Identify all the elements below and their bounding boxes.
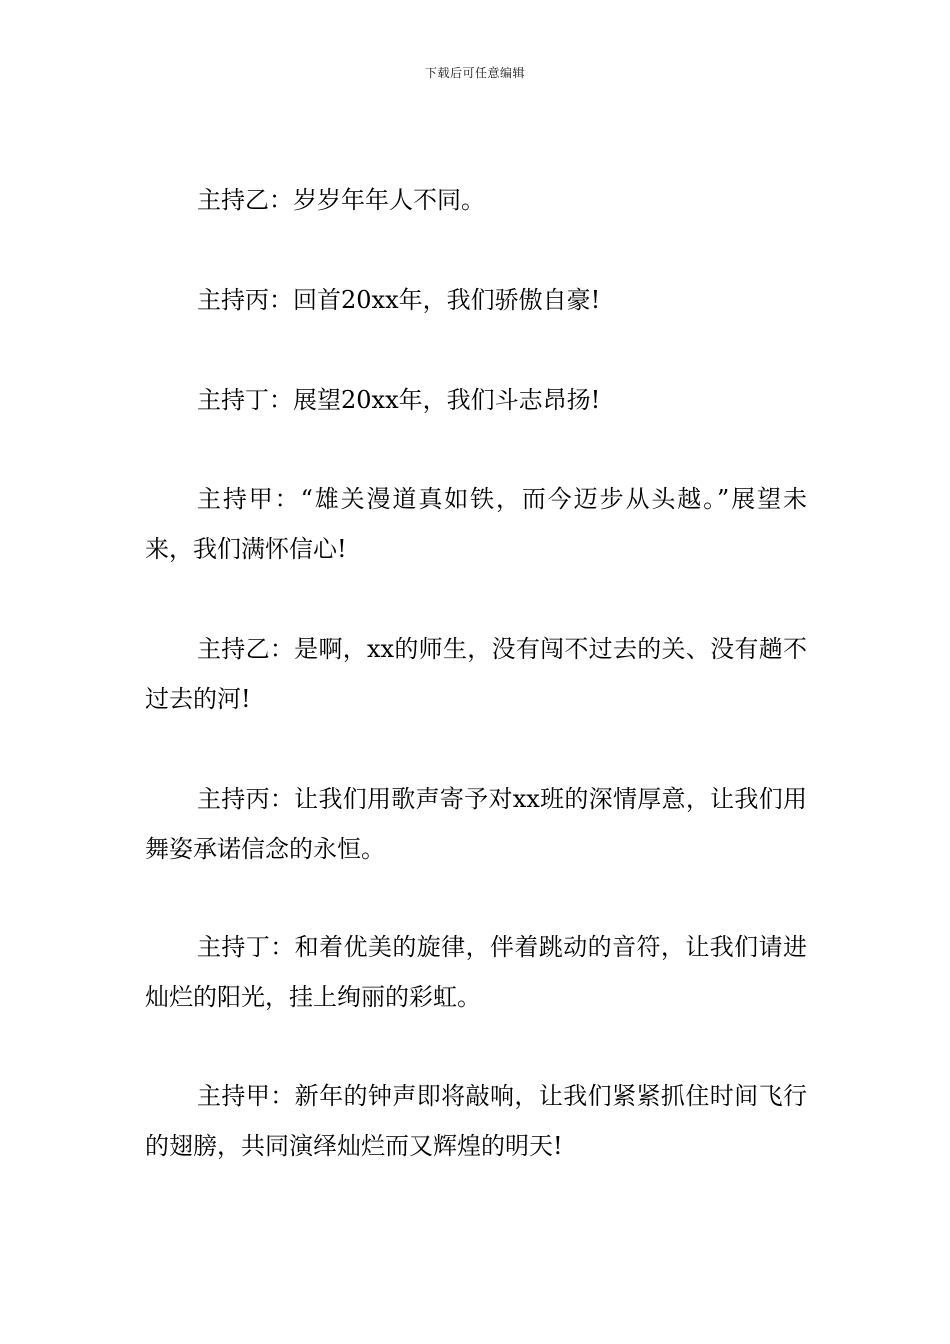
paragraph-4: 主持甲：“雄关漫道真如铁，而今迈步从头越。”展望未来，我们满怀信心! — [145, 485, 807, 563]
paragraph-5: 主持乙：是啊，xx的师生，没有闯不过去的关、没有趟不过去的河! — [145, 635, 807, 713]
paragraph-1: 主持乙：岁岁年年人不同。 — [197, 186, 485, 214]
page-header-note: 下载后可任意编辑 — [424, 66, 525, 80]
paragraph-7: 主持丁：和着优美的旋律，伴着跳动的音符，让我们请进灿烂的阳光，挂上绚丽的彩虹。 — [145, 933, 807, 1011]
paragraph-6: 主持丙：让我们用歌声寄予对xx班的深情厚意，让我们用舞姿承诺信念的永恒。 — [145, 785, 807, 863]
paragraph-2: 主持丙：回首20xx年，我们骄傲自豪! — [197, 286, 601, 314]
paragraph-8: 主持甲：新年的钟声即将敲响，让我们紧紧抓住时间飞行的翅膀，共同演绎灿烂而又辉煌的明天! — [145, 1082, 807, 1160]
paragraph-3: 主持丁：展望20xx年，我们斗志昂扬! — [197, 386, 601, 414]
